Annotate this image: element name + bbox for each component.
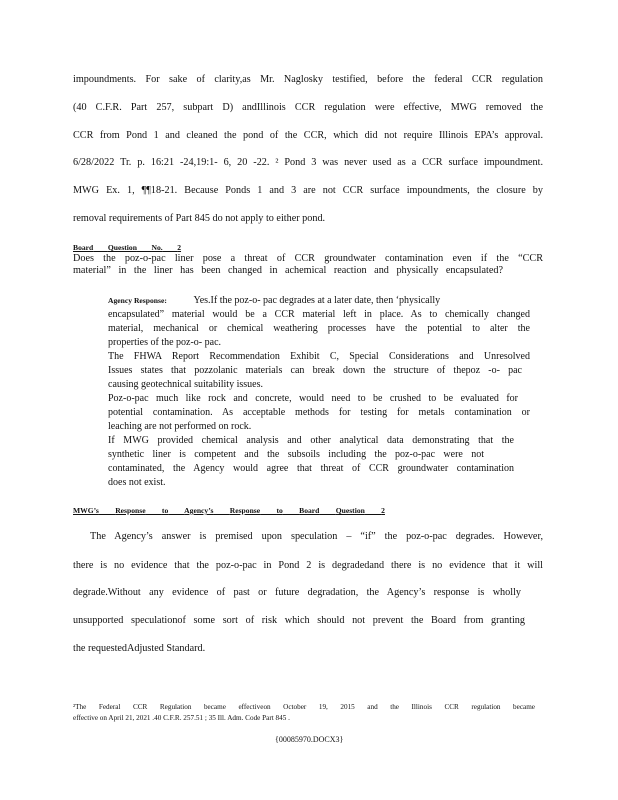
text-line: impoundments. For sake of clarity,as Mr. Naglosky testified, before the federal CCR regulation — [73, 74, 543, 85]
text-line: encapsulated” material would be a CCR material left in place. As to chemically changed — [108, 309, 530, 320]
text-line: (40 C.F.R. Part 257, subpart D) andIllinois CCR regulation were effective, MWG removed the — [73, 102, 543, 113]
text-line: there is no evidence that the poz-o-pac in Pond 2 is degradedand there is no evidence that it will — [73, 560, 543, 571]
text-line: synthetic liner is competent and the subsoils including the poz-o-pac were not — [108, 449, 484, 460]
text-line: causing geotechnical suitability issues. — [108, 379, 263, 390]
agency-response-label: Agency Response: — [108, 296, 167, 305]
text-line: contaminated, the Agency would agree that threat of CCR groundwater contamination — [108, 463, 514, 474]
text-line: degrade.Without any evidence of past or future degradation, the Agency’s response is wholly — [73, 587, 521, 598]
text-line: MWG Ex. 1, ¶¶18-21. Because Ponds 1 and 3 are not CCR surface impoundments, the closure by — [73, 185, 543, 196]
text-line: potential contamination. As acceptable methods for testing for metals contamination or — [108, 407, 530, 418]
mwg-response-heading: MWG’s Response to Agency’s Response to Board Question 2 — [73, 506, 385, 515]
footnote-text: ²The Federal CCR Regulation became effectiveon October 19, 2015 and the Illinois CCR regulation became — [73, 703, 535, 711]
text-line: If MWG provided chemical analysis and other analytical data demonstrating that the — [108, 435, 514, 446]
board-question-text: Does the poz-o-pac liner pose a threat of CCR groundwater contamination even if the “CCR — [73, 253, 543, 264]
text-line: material, mechanical or chemical weathering processes have the potential to alter the — [108, 323, 530, 334]
text-line: the requestedAdjusted Standard. — [73, 643, 206, 654]
text-line: CCR from Pond 1 and cleaned the pond of the CCR, which did not require Illinois EPA’s approval. — [73, 130, 543, 141]
text-line: Issues states that pozzolanic materials can break down the structure of thepoz -o- pac — [108, 365, 522, 376]
document-id: {00085970.DOCX3} — [275, 735, 344, 744]
text-line: properties of the poz-o- pac. — [108, 337, 222, 348]
text-line: does not exist. — [108, 477, 166, 488]
text-line: Poz-o-pac much like rock and concrete, would need to be crushed to be evaluated for — [108, 393, 518, 404]
text-line: The Agency’s answer is premised upon speculation – “if” the poz-o-pac degrades. However, — [90, 531, 543, 542]
text-line: leaching are not performed on rock. — [108, 421, 252, 432]
agency-response-first-line: Agency Response: Yes.If the poz-o- pac degrades at a later date, then ‘physically — [108, 295, 441, 306]
board-question-text: material” in the liner has been changed in achemical reaction and physically encapsulated? — [73, 265, 503, 276]
text-line: 6/28/2022 Tr. p. 16:21 -24,19:1- 6, 20 -22. ² Pond 3 was never used as a CCR surface impoundment. — [73, 157, 543, 168]
text-line: unsupported speculationof some sort of risk which should not prevent the Board from granting — [73, 615, 525, 626]
board-question-heading: Board Question No. 2 — [73, 243, 182, 252]
text-line: The FHWA Report Recommendation Exhibit C, Special Considerations and Unresolved — [108, 351, 530, 362]
text-line: removal requirements of Part 845 do not apply to either pond. — [73, 213, 326, 224]
footnote-text: effective on April 21, 2021 .40 C.F.R. 257.51 ; 35 Ill. Adm. Code Part 845 . — [73, 714, 290, 722]
